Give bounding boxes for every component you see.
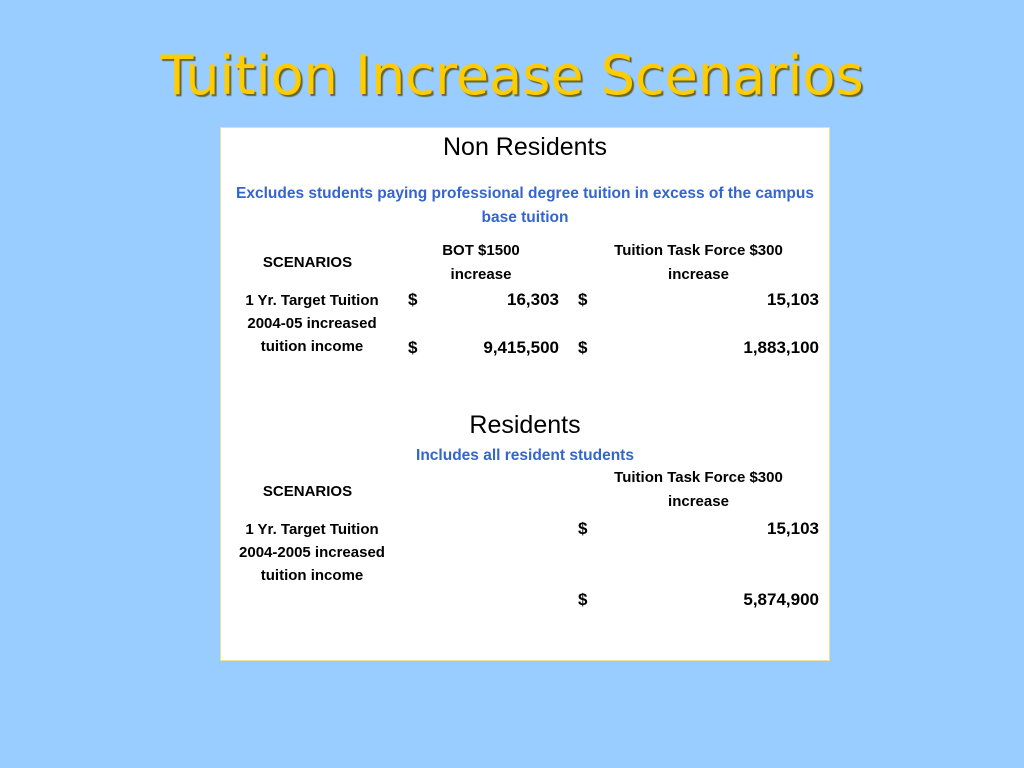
non-residents-bot-header: BOT $1500 increase [442,242,520,283]
residents-scenarios-header: SCENARIOS [262,483,353,500]
r-income-task-force: 5,874,900 [743,590,819,609]
non-residents-title: Non Residents [443,133,607,161]
nr-target-tuition-task-force: 15,103 [767,290,819,309]
residents-title: Residents [469,411,581,439]
non-residents-subtitle: Excludes students paying professional degree tuition in excess of the campus base tuition [236,185,814,226]
currency-symbol: $ [578,590,588,609]
nr-income-bot: 9,415,500 [483,338,559,357]
currency-symbol: $ [408,338,418,357]
nr-income-task-force: 1,883,100 [743,338,819,357]
slide-title: Tuition Increase Scenarios [160,44,864,107]
currency-symbol: $ [578,290,588,309]
residents-row-label: 1 Yr. Target Tuition 2004-2005 increased tuition income [239,521,385,584]
residents-task-force-header: Tuition Task Force $300 increase [614,469,783,510]
r-target-tuition-task-force: 15,103 [767,519,819,538]
scenario-table-panel [220,127,830,661]
currency-symbol: $ [578,519,588,538]
currency-symbol: $ [578,338,588,357]
non-residents-task-force-header: Tuition Task Force $300 increase [614,242,783,283]
non-residents-scenarios-header: SCENARIOS [262,254,353,271]
currency-symbol: $ [408,290,418,309]
non-residents-row-label: 1 Yr. Target Tuition 2004-05 increased tuition income [245,292,379,355]
nr-target-tuition-bot: 16,303 [507,290,559,309]
residents-subtitle: Includes all resident students [416,447,634,464]
